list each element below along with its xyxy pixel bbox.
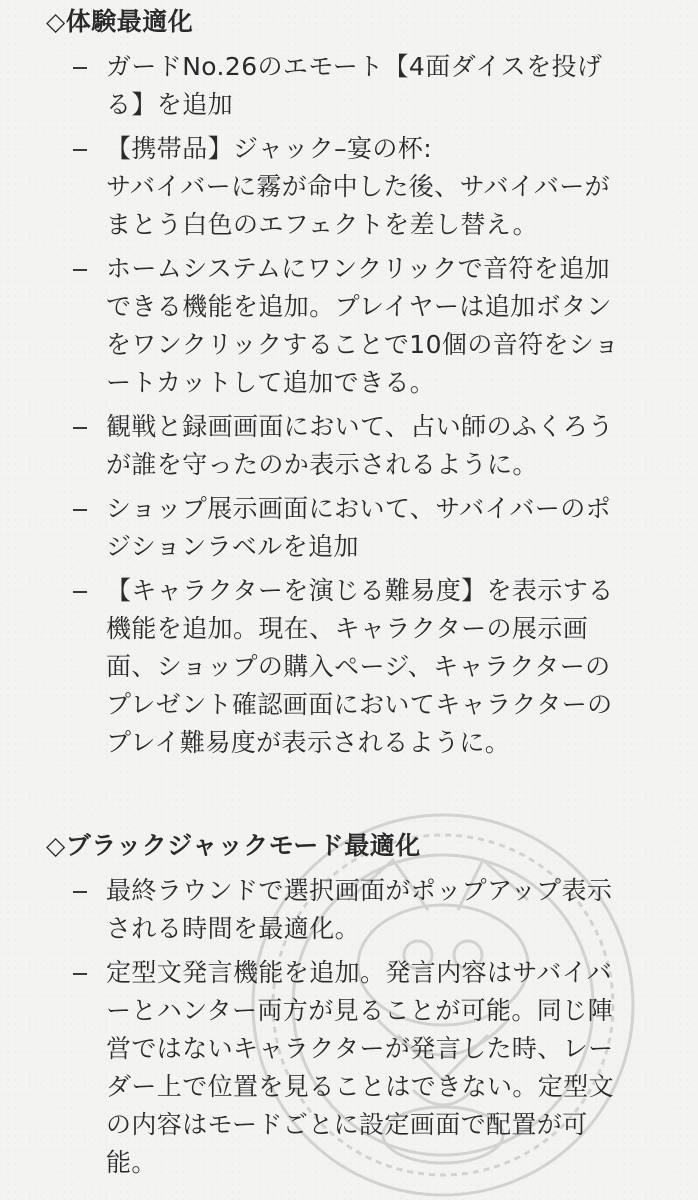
list-item-text-line: ーとハンター両方が見ることが可能。同じ陣: [106, 996, 614, 1025]
list-item-text-line: 【携帯品】ジャック–宴の杯:: [106, 134, 433, 163]
list-item-text-line: る】を追加: [106, 90, 234, 119]
dash-bullet-icon: [73, 427, 87, 429]
dash-bullet-icon: [73, 67, 87, 69]
list-item-text-line: 最終ラウンドで選択画面がポップアップ表示: [106, 876, 613, 905]
list-item-text-line: できる機能を追加。プレイヤーは追加ボタン: [106, 292, 612, 321]
list-item-text-line: ガードNo.26のエモート【4面ダイスを投げ: [106, 52, 603, 81]
list-item-text-line: 営ではないキャラクターが発言した時、レー: [106, 1034, 614, 1063]
list-item-text-line: まとう白色のエフェクトを差し替え。: [106, 210, 539, 239]
list-item-text-line: サバイバーに霧が命中した後、サバイバーが: [106, 172, 611, 201]
list-item-text-line: プレゼント確認画面においてキャラクターの: [106, 690, 613, 719]
dash-bullet-icon: [73, 509, 87, 511]
section-heading: ◇体験最適化: [46, 7, 194, 36]
dash-bullet-icon: [73, 269, 87, 271]
list-item-text-line: 機能を追加。現在、キャラクターの展示画: [106, 614, 589, 643]
list-item-text-line: プレイ難易度が表示されるように。: [106, 728, 511, 757]
list-item-text-line: の内容はモードごとに設定画面で配置が可: [106, 1110, 588, 1139]
dash-bullet-icon: [73, 973, 87, 975]
list-item-text-line: ホームシステムにワンクリックで音符を追加: [106, 254, 611, 283]
list-item-text-line: ダー上で位置を見ることはできない。定型文: [106, 1072, 615, 1101]
dash-bullet-icon: [73, 591, 87, 593]
list-item-text-line: ートカットして追加できる。: [106, 368, 436, 397]
dash-bullet-icon: [73, 891, 87, 893]
list-item-text-line: 【キャラクターを演じる難易度】を表示する: [106, 576, 614, 605]
dash-bullet-icon: [73, 149, 87, 151]
list-item-text-line: をワンクリックすることで10個の音符をショ: [106, 330, 620, 359]
list-item-text-line: 定型文発言機能を追加。発言内容はサバイバ: [106, 958, 613, 987]
list-item-text-line: 観戦と録画画面において、占い師のふくろう: [106, 412, 614, 441]
list-item-text-line: 能。: [106, 1148, 157, 1177]
section-heading: ◇ブラックジャックモード最適化: [46, 831, 421, 860]
list-item-text-line: が誰を守ったのか表示されるように。: [106, 450, 538, 479]
list-item-text-line: ジションラベルを追加: [106, 532, 359, 561]
list-item-text-line: される時間を最適化。: [106, 914, 361, 943]
list-item-text-line: 面、ショップの購入ページ、キャラクターの: [106, 652, 611, 681]
list-item-text-line: ショップ展示画面において、サバイバーのポ: [106, 494, 612, 523]
